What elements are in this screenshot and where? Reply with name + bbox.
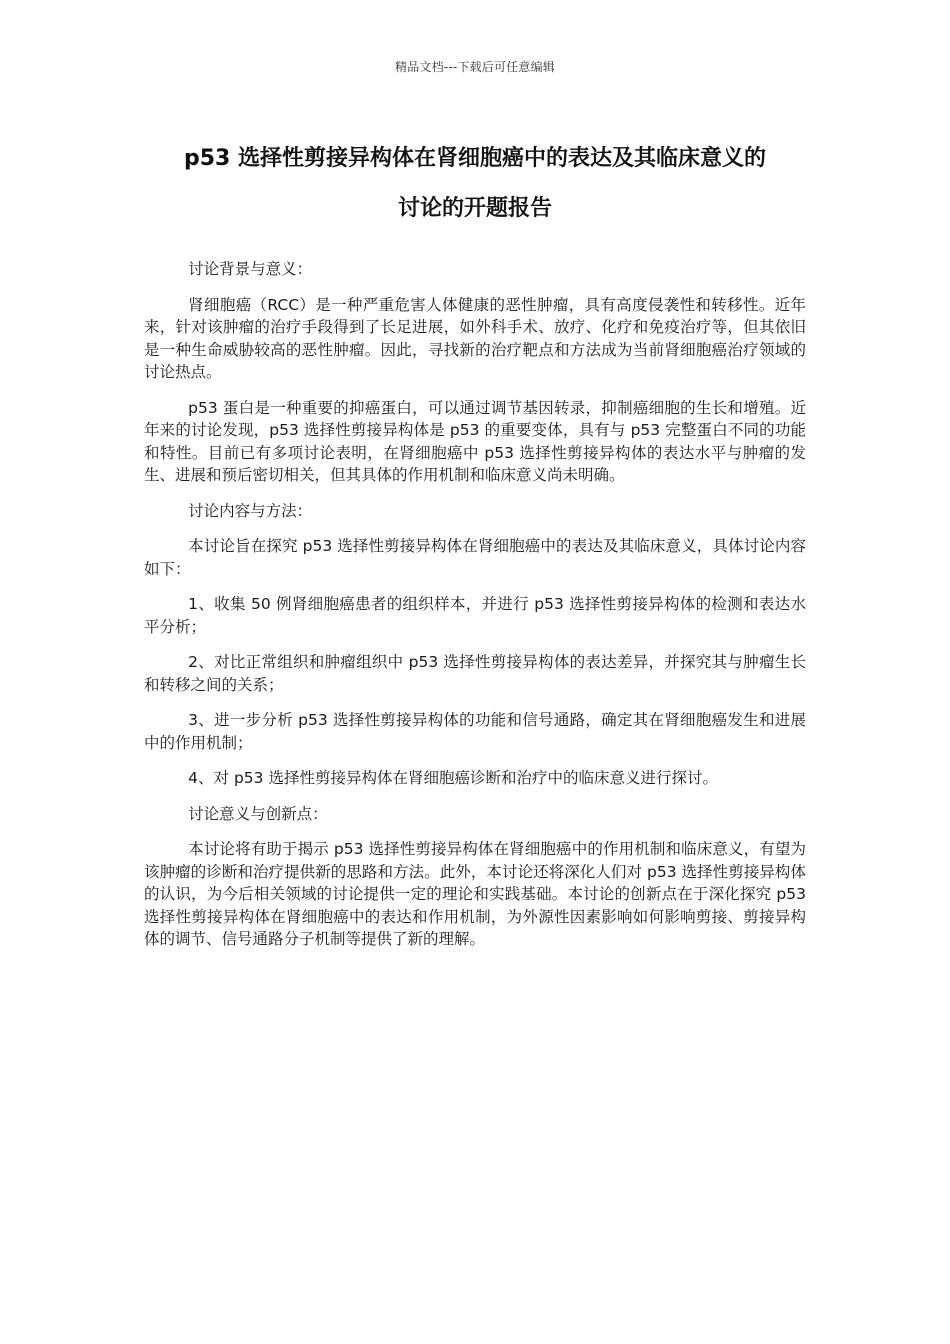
document-body bbox=[144, 258, 806, 964]
list-item-2: 2、对比正常组织和肿瘤组织中 p53 选择性剪接异构体的表达差异，并探究其与肿瘤生长和转移之间的关系； bbox=[144, 653, 806, 694]
section-heading-background: 讨论背景与意义： bbox=[188, 260, 313, 278]
section-heading-significance: 讨论意义与创新点： bbox=[188, 804, 328, 823]
list-item-3: 3、进一步分析 p53 选择性剪接异构体的功能和信号通路，确定其在肾细胞癌发生和进展中的作用机制； bbox=[144, 711, 806, 752]
paragraph-research-aim: 本讨论旨在探究 p53 选择性剪接异构体在肾细胞癌中的表达及其临床意义，具体讨论内容如下： bbox=[144, 537, 806, 578]
page-header: 精品文档---下载后可任意编辑 bbox=[395, 60, 555, 74]
list-item-4: 4、对 p53 选择性剪接异构体在肾细胞癌诊断和治疗中的临床意义进行探讨。 bbox=[188, 769, 718, 787]
title-line-2: 讨论的开题报告 bbox=[397, 196, 552, 221]
paragraph-significance: 本讨论将有助于揭示 p53 选择性剪接异构体在肾细胞癌中的作用机制和临床意义，有望为该肿瘤的诊断和治疗提供新的思路和方法。此外，本讨论还将深化人们对 p53 选择性剪接异构体的认识，为今后相关领域的讨论提供一定的理论和实践基础。本讨论的创新点在于深化探究 p53 选择性剪接异构体在肾细胞癌中的表达和作用机制，为外源性因素影响如何影响剪接、剪接异构体的调节、信号通路分子机制等提供了新的理解。 bbox=[144, 840, 806, 948]
paragraph-rcc-intro: 肾细胞癌（RCC）是一种严重危害人体健康的恶性肿瘤，具有高度侵袭性和转移性。近年来，针对该肿瘤的治疗手段得到了长足进展，如外科手术、放疗、化疗和免疫治疗等，但其依旧是一种生命威胁较高的恶性肿瘤。因此，寻找新的治疗靶点和方法成为当前肾细胞癌治疗领域的讨论热点。 bbox=[144, 295, 806, 381]
document-title bbox=[130, 134, 820, 234]
list-item-1: 1、收集 50 例肾细胞癌患者的组织样本，并进行 p53 选择性剪接异构体的检测和表达水平分析； bbox=[144, 595, 806, 636]
section-heading-methods: 讨论内容与方法： bbox=[188, 501, 313, 520]
paragraph-p53-intro: p53 蛋白是一种重要的抑癌蛋白，可以通过调节基因转录，抑制癌细胞的生长和增殖。近年来的讨论发现，p53 选择性剪接异构体是 p53 的重要变体，具有与 p53 完整蛋白不同的功能和特性。目前已有多项讨论表明，在肾细胞癌中 p53 选择性剪接异构体的表达水平与肿瘤的发生、进展和预后密切相关，但其具体的作用机制和临床意义尚未明确。 bbox=[144, 398, 806, 484]
title-line-1: p53 选择性剪接异构体在肾细胞癌中的表达及其临床意义的 bbox=[183, 146, 767, 171]
